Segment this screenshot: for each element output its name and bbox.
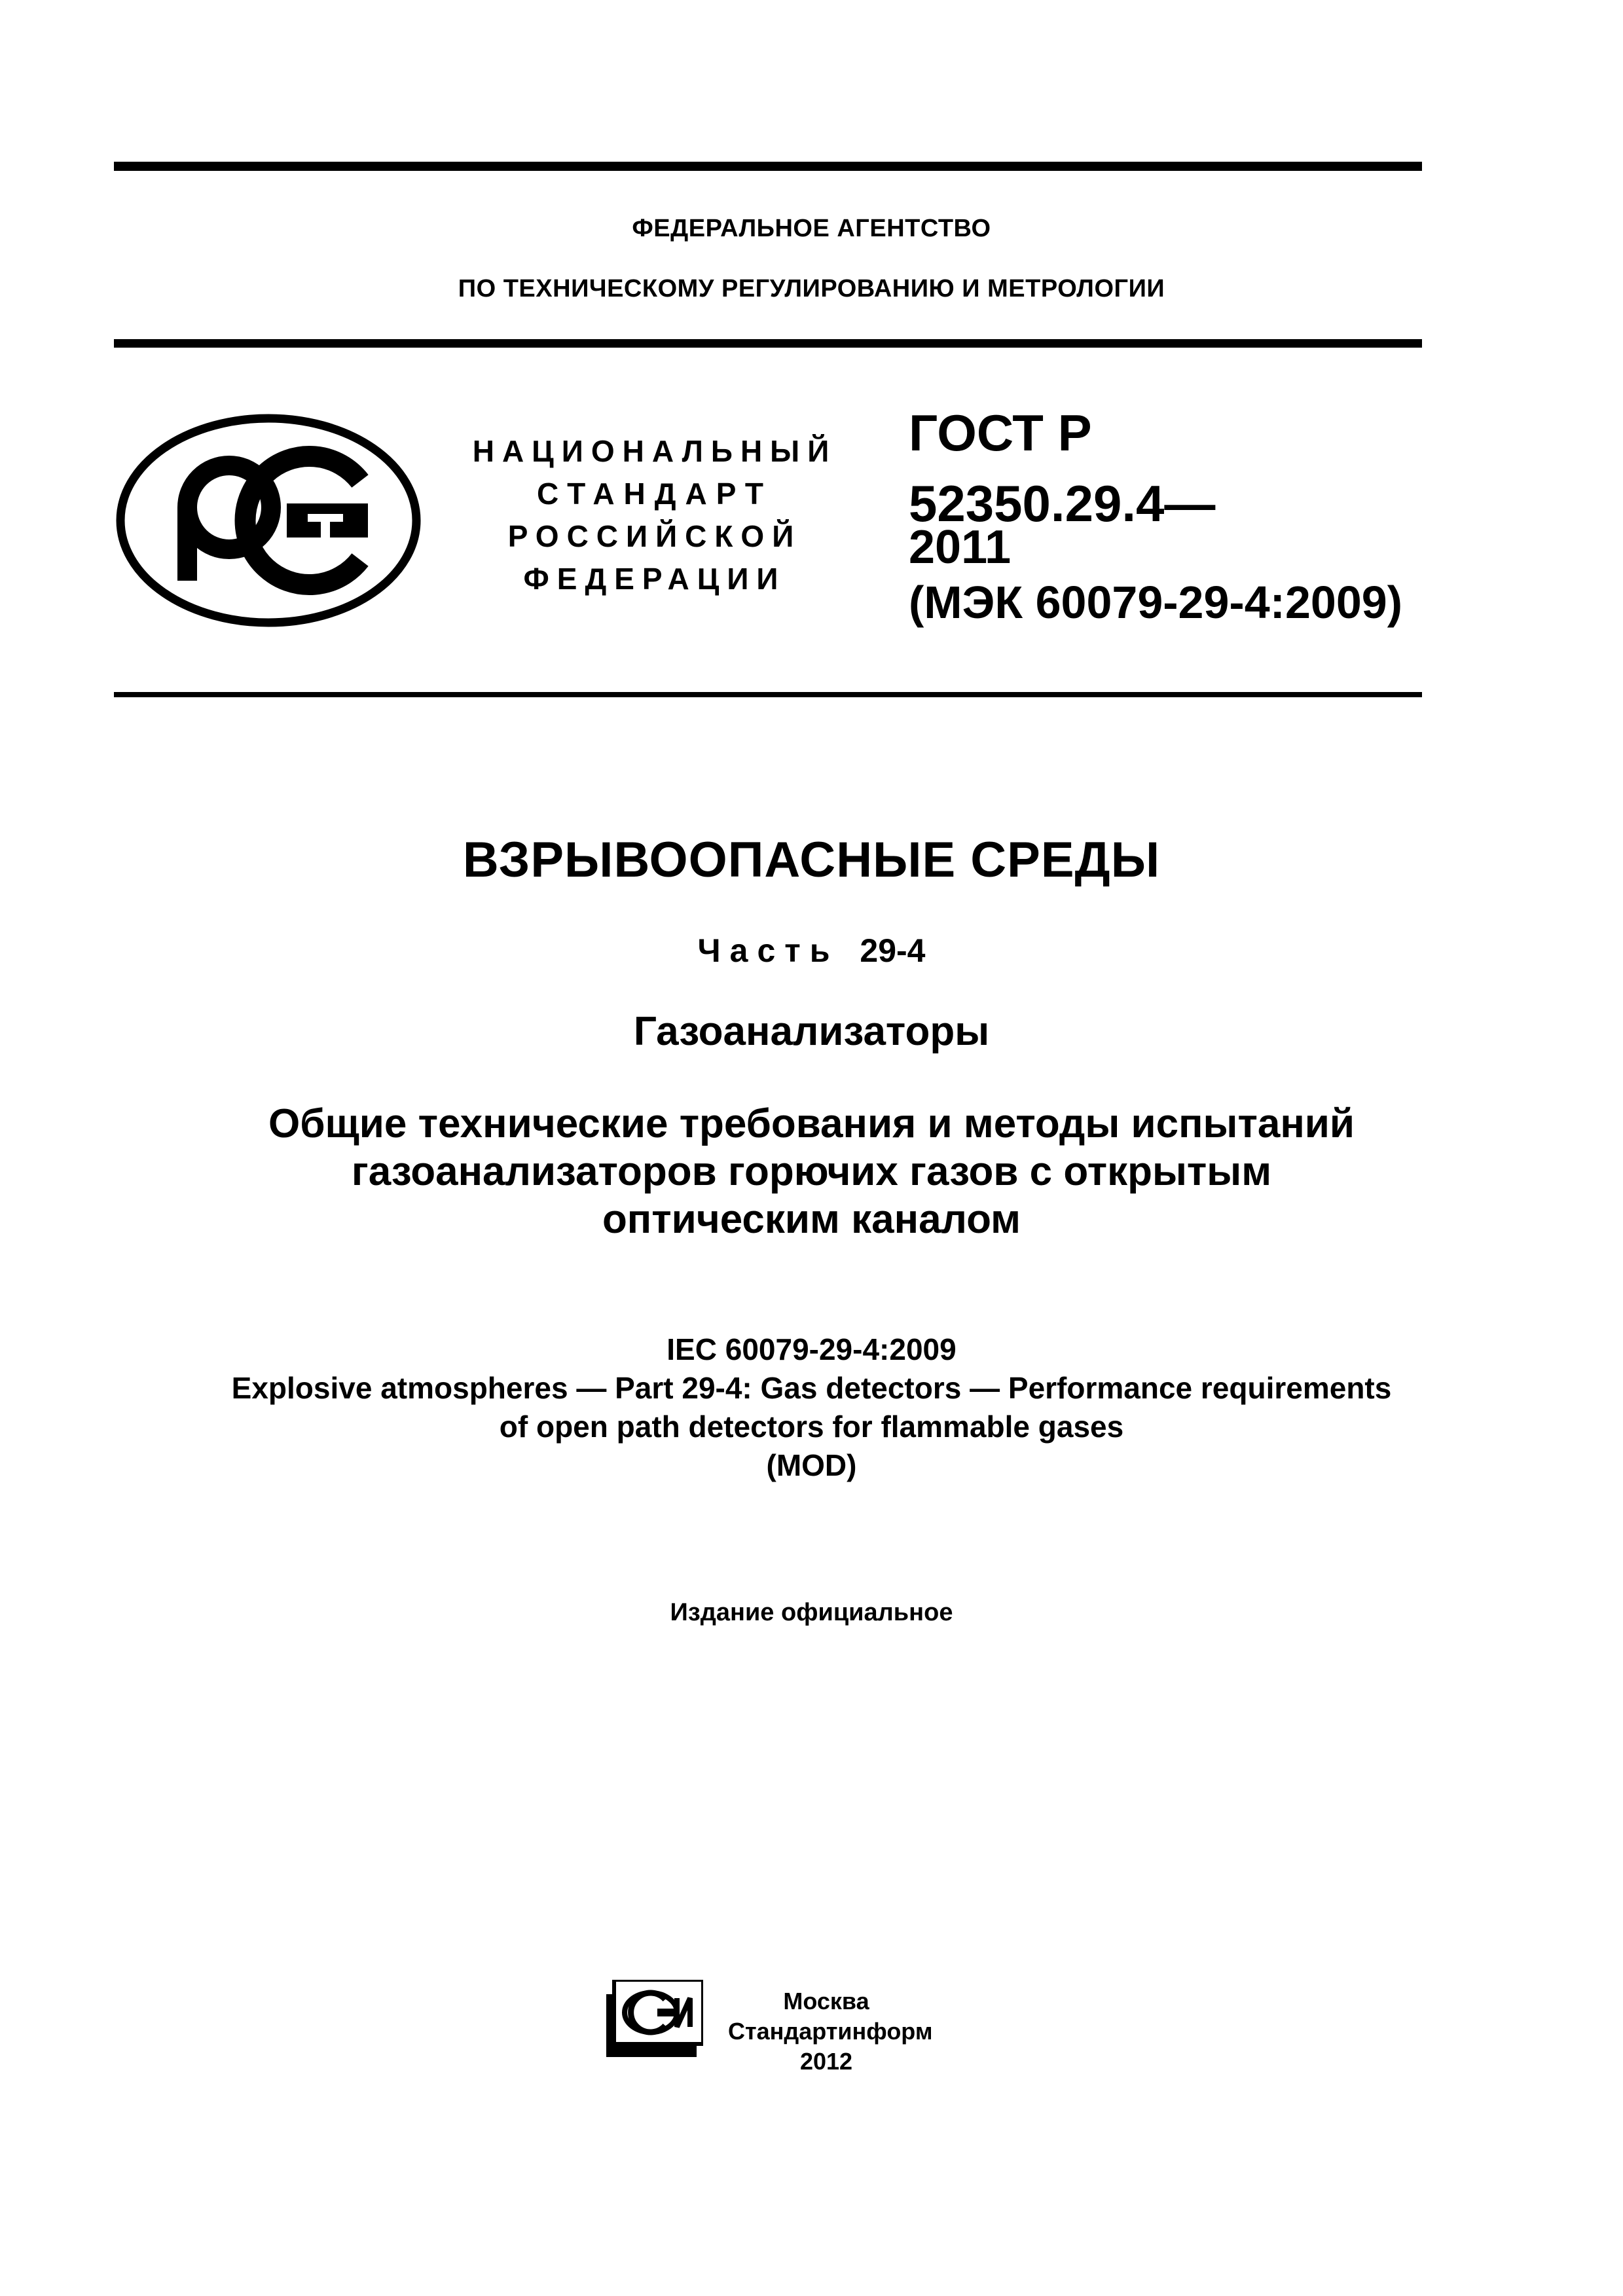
agency-line-1: ФЕДЕРАЛЬНОЕ АГЕНТСТВО — [632, 215, 991, 242]
gost-designation-line-3: 2011 — [909, 521, 1012, 574]
national-line-4: ФЕДЕРАЦИИ — [523, 562, 786, 596]
publisher-city: Москва — [783, 1988, 869, 2014]
agency-line-2: ПО ТЕХНИЧЕСКОМУ РЕГУЛИРОВАНИЮ И МЕТРОЛОГИИ — [458, 275, 1165, 302]
publisher-name: Стандартинформ — [728, 2018, 933, 2045]
part-number: 29-4 — [860, 932, 926, 969]
iec-reference-line-2: Explosive atmospheres — Part 29-4: Gas detectors — Performance requirements — [231, 1371, 1392, 1405]
national-line-3: РОССИЙСКОЙ — [507, 519, 802, 553]
document-title: ВЗРЫВООПАСНЫЕ СРЕДЫ — [462, 832, 1161, 888]
header-bottom-rule — [114, 339, 1422, 348]
gost-designation-line-1: ГОСТ Р — [909, 404, 1092, 462]
rst-logo-icon — [111, 409, 426, 632]
description-line-3: оптическим каналом — [602, 1197, 1021, 1242]
national-line-1: НАЦИОНАЛЬНЫЙ — [472, 434, 837, 468]
standartinform-logo-icon — [606, 1980, 703, 2057]
iec-reference-line-3: of open path detectors for flammable gases — [499, 1410, 1124, 1444]
description-line-1: Общие технические требования и методы испытаний — [268, 1101, 1355, 1146]
description-line-2: газоанализаторов горючих газов с открытым — [351, 1149, 1272, 1194]
part-word: Часть — [697, 932, 839, 969]
national-line-2: СТАНДАРТ — [537, 477, 773, 511]
iec-reference-line-1: IEC 60079-29-4:2009 — [666, 1332, 957, 1366]
gost-designation-line-2: 52350.29.4— — [909, 475, 1216, 532]
part-label — [0, 932, 1623, 970]
iec-reference-line-4: (MOD) — [766, 1448, 857, 1482]
document-subtitle: Газоанализаторы — [633, 1009, 990, 1054]
edition-note: Издание официальное — [670, 1599, 953, 1626]
publisher-year: 2012 — [799, 2048, 853, 2075]
top-rule — [114, 162, 1422, 171]
gost-designation-line-4: (МЭК 60079-29-4:2009) — [909, 577, 1403, 628]
standard-block-bottom-rule — [114, 692, 1422, 697]
